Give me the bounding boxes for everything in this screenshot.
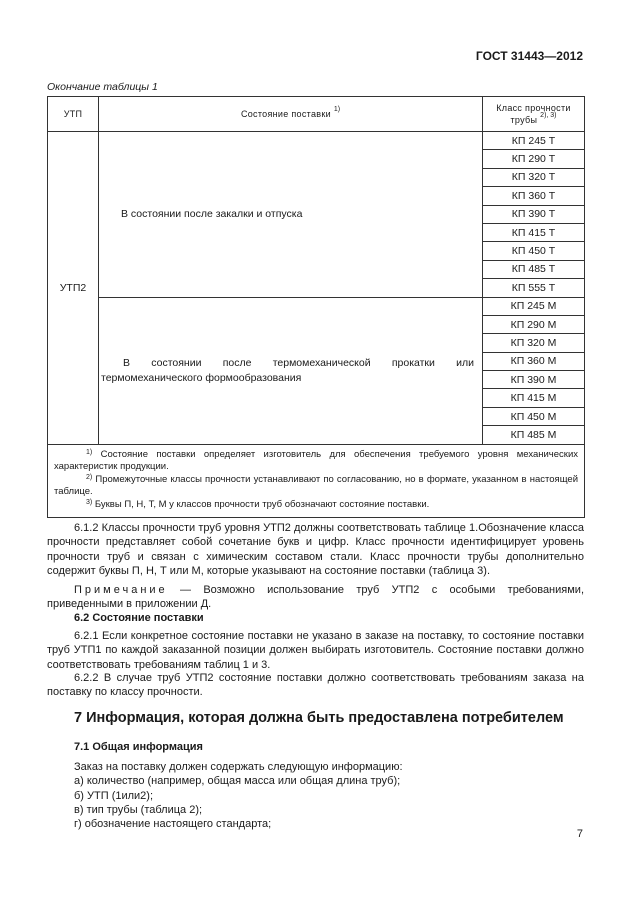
class-cell: КП 320 Т bbox=[483, 168, 585, 186]
condition-cell-1: В состоянии после закалки и отпуска bbox=[99, 132, 483, 298]
condition-cell-2: В состоянии после термомеханической прокатки или термомеханического формообразования bbox=[99, 297, 483, 444]
note-paragraph bbox=[47, 583, 584, 612]
header-class: Класс прочности трубы $^{2), 3)}$ bbox=[483, 97, 585, 132]
class-cell: КП 245 Т bbox=[483, 132, 585, 150]
list-item: в) тип трубы (таблица 2); bbox=[74, 803, 203, 816]
paragraph-6-2-2: 6.2.2 В случае труб УТП2 состояние поставки должно соответствовать требованиям заказа на поставку по классу прочности. bbox=[47, 672, 584, 699]
table-caption: Окончание таблицы 1 bbox=[47, 81, 158, 93]
list-item: а) количество (например, общая масса или общая длина труб); bbox=[74, 775, 401, 788]
footnote: $^{3)}$ Буквы П, Н, Т, М у классов прочности труб обозначают состояние поставки. bbox=[86, 498, 430, 510]
table-row bbox=[48, 297, 585, 315]
utp-cell: УТП2 bbox=[48, 132, 99, 445]
table-header-row bbox=[48, 97, 585, 132]
class-cell: КП 415 Т bbox=[483, 223, 585, 241]
footnote: $^{2)}$ Промежуточные классы прочности устанавливают по согласованию, но в формате, указанном в настоящей таблице. bbox=[54, 473, 578, 498]
order-info-block bbox=[47, 760, 584, 831]
list-item: г) обозначение настоящего стандарта; bbox=[74, 818, 272, 831]
class-cell: КП 450 Т bbox=[483, 242, 585, 260]
class-cell: КП 390 Т bbox=[483, 205, 585, 223]
class-cell: КП 245 М bbox=[483, 297, 585, 315]
footnote: $^{1)}$ Состояние поставки определяет изготовитель для обеспечения требуемого уровня механических характеристик продукции. bbox=[54, 448, 578, 473]
section-7-1-heading: 7.1 Общая информация bbox=[74, 741, 203, 753]
class-cell: КП 290 Т bbox=[483, 150, 585, 168]
table-row bbox=[48, 132, 585, 150]
class-cell: КП 320 М bbox=[483, 334, 585, 352]
section-7-heading: 7 Информация, которая должна быть предоставлена потребителем bbox=[74, 710, 564, 726]
page-number: 7 bbox=[576, 828, 583, 840]
note-text: — Возможно использование труб УТП2 с особыми требованиями, приведенными в приложении Д. bbox=[47, 584, 584, 611]
class-cell: КП 415 М bbox=[483, 389, 585, 407]
class-cell: КП 290 М bbox=[483, 315, 585, 333]
class-cell: КП 485 М bbox=[483, 426, 585, 444]
class-cell: КП 485 Т bbox=[483, 260, 585, 278]
table-notes-row bbox=[48, 444, 585, 518]
list-item: б) УТП (1или2); bbox=[74, 789, 154, 802]
order-info-intro: Заказ на поставку должен содержать следующую информацию: bbox=[74, 761, 403, 773]
class-cell: КП 555 Т bbox=[483, 279, 585, 297]
paragraph-6-2-1: 6.2.1 Если конкретное состояние поставки не указано в заказе на поставку, то состояние поставки труб УТП1 по каждой заказанной позиции должен выбирать изготовитель. Состояние поставки должно соответствовать требованиям таблиц 1 и 3. bbox=[47, 630, 584, 671]
class-cell: КП 360 Т bbox=[483, 187, 585, 205]
class-cell: КП 450 М bbox=[483, 407, 585, 425]
class-cell: КП 390 М bbox=[483, 371, 585, 389]
standard-number: ГОСТ 31443—2012 bbox=[475, 49, 583, 63]
section-6-2-heading: 6.2 Состояние поставки bbox=[74, 612, 204, 624]
header-condition: Состояние поставки $^{1)}$ bbox=[99, 97, 483, 132]
strength-class-table bbox=[47, 96, 585, 518]
header-utp: УТП bbox=[48, 97, 99, 132]
class-cell: КП 360 М bbox=[483, 352, 585, 370]
paragraph-6-1-2: 6.1.2 Классы прочности труб уровня УТП2 должны соответствовать таблице 1.Обозначение класса прочности представляет собой сочетание букв и цифр. Класс прочности идентифицирует уровень прочности труб и связан с химическим составом стали. Класс прочности трубы дополнительно содержит буквы П, Н, Т или М, которые указывают на состояние поставки (таблица 3). bbox=[47, 522, 584, 577]
table-footnotes bbox=[48, 444, 585, 518]
note-label: Примечание bbox=[74, 584, 168, 596]
